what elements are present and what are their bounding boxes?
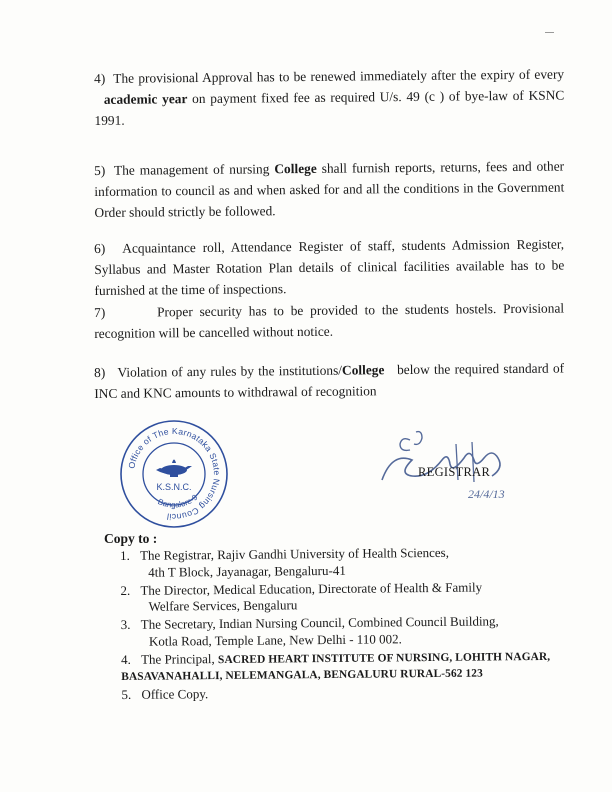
paragraph-text: Proper security has to be provided to the students hostels. Provisional recognition will be cancelled without notice.: [94, 300, 565, 341]
list-item: [120, 543, 590, 581]
seal-center-text: K.S.N.C.: [156, 482, 192, 492]
paragraph-number: 4): [94, 70, 106, 86]
paragraph-bold-text: College: [274, 160, 317, 177]
ksnc-seal: [118, 418, 230, 530]
list-number: 5.: [121, 686, 132, 702]
condition-paragraph-4: [94, 63, 565, 131]
paragraph-text: below the required standard of INC and KNC amounts to withdrawal of recognition: [94, 360, 565, 401]
paragraph-number: 6): [94, 240, 106, 256]
list-number: 2.: [120, 582, 131, 598]
paragraph-number: 8): [94, 364, 106, 380]
list-line: The Secretary, Indian Nursing Council, Combined Council Building,: [140, 613, 499, 632]
condition-paragraph-7: [94, 297, 564, 344]
paragraph-text: on payment fixed fee as required U/s. 49 (c ) of bye-law of KSNC 1991.: [94, 87, 565, 128]
list-line: Welfare Services, Bengaluru: [148, 597, 298, 614]
paragraph-number: 5): [94, 162, 106, 178]
registrar-label: REGISTRAR: [418, 465, 491, 479]
lamp-icon: [156, 460, 192, 478]
list-item: [121, 612, 591, 650]
list-number: 1.: [120, 547, 130, 563]
condition-paragraph-6: [94, 233, 565, 301]
paragraph-text: The management of nursing: [113, 161, 270, 178]
paragraph-text: Acquaintance roll, Attendance Register of staff, students Admission Register, Syllabus and Master Rotation Plan details of clinical facilities available has to be furnished at the time of inspections.: [94, 236, 565, 298]
copy-to-heading: Copy to :: [104, 531, 158, 546]
list-item: [120, 578, 590, 616]
paragraph-text: Violation of any rules by the institutions/: [117, 362, 343, 380]
paragraph-number: 7): [94, 304, 106, 320]
registrar-signature: [372, 422, 542, 502]
seal-bottom-text: Bangalore-9: [156, 492, 200, 510]
list-line: The Director, Medical Education, Directorate of Health & Family: [140, 579, 483, 598]
condition-paragraph-5: [94, 155, 565, 223]
list-number: 4.: [120, 651, 131, 667]
list-line-bold: BASAVANAHALLI, NELEMANGALA, BENGALURU RURAL-562 123: [121, 667, 483, 683]
list-number: 3.: [120, 616, 131, 632]
list-line: Kotla Road, Temple Lane, New Delhi - 110 002.: [148, 630, 402, 649]
list-line: The Registrar, Rajiv Gandhi University of Health Sciences,: [139, 544, 450, 563]
condition-paragraph-8: [94, 357, 564, 404]
list-line-bold: SACRED HEART INSTITUTE OF NURSING, LOHITH NAGAR,: [217, 650, 551, 666]
signature-date: 24/4/13: [468, 487, 505, 501]
seal-outer-text: Office of The Karnataka State Nursing Council: [126, 425, 223, 523]
copy-to-list: [120, 543, 591, 705]
scan-mark: [545, 32, 554, 33]
list-line: 4th T Block, Jayanagar, Bengaluru-41: [148, 562, 346, 580]
list-item: [121, 647, 591, 686]
paragraph-bold-text: College: [341, 362, 385, 378]
list-item: [121, 682, 591, 703]
paragraph-text: shall furnish reports, returns, fees and other information to council as and when asked for and all the conditions in the Government Order should strictly be followed.: [94, 158, 565, 220]
paragraph-text: The provisional Approval has to be renewed immediately after the expiry of every: [113, 66, 565, 86]
list-line: The Principal,: [140, 650, 215, 667]
list-line: Office Copy.: [141, 686, 209, 702]
paragraph-bold-text: academic year: [103, 91, 188, 107]
